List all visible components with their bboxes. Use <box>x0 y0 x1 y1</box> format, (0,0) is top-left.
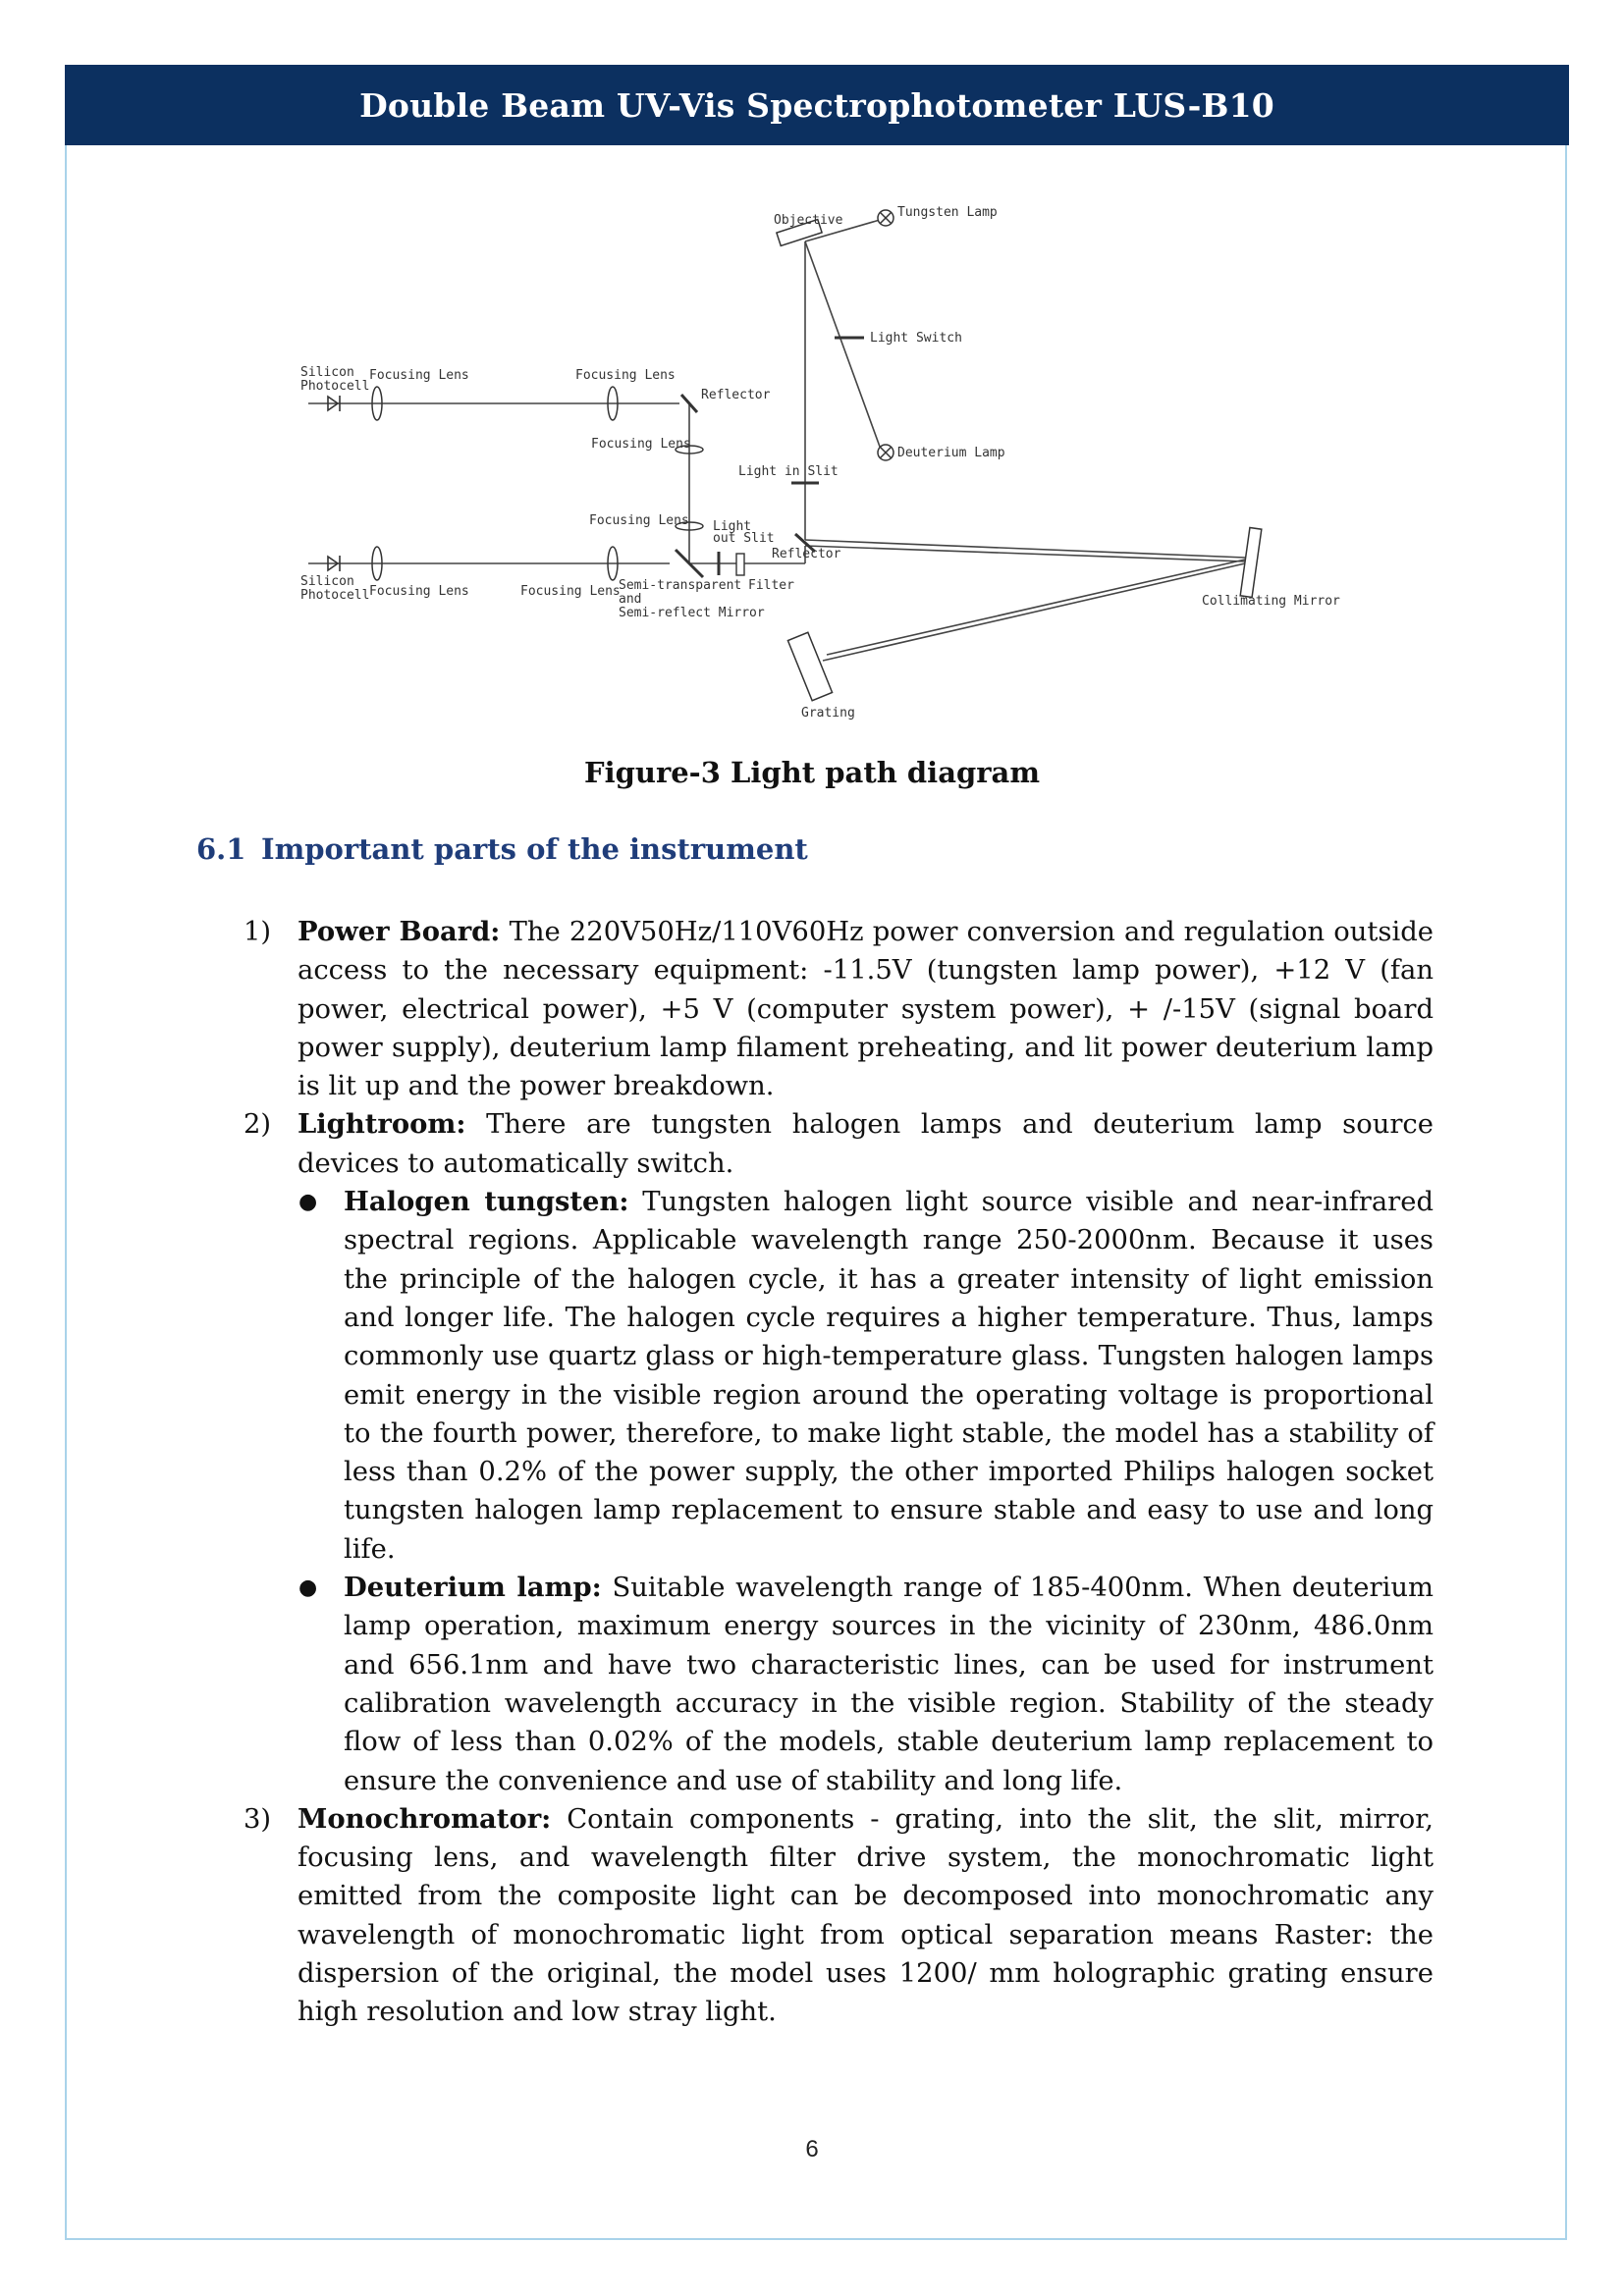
section-title: Important parts of the instrument <box>261 832 808 866</box>
grating-element <box>787 632 832 700</box>
description: The 220V50Hz/110V60Hz power conversion and regulation outside access to the necessary equipment: -11.5V (tungsten lamp power), +12 V (fan power, electrical power), +5 V (computer system power), + /-15V (signal board power supply), deuterium lamp filament preheating, and lit power deuterium lamp is lit up and the power breakdown. <box>298 917 1434 1102</box>
bullet-icon: ● <box>298 1190 318 1215</box>
sub-item-halogen-tungsten <box>244 1183 1434 1569</box>
label-silicon-top: Silicon <box>300 365 354 380</box>
list-item-monochromator <box>244 1800 1434 2032</box>
label-filter: Filter <box>748 578 794 593</box>
section-content <box>244 913 1434 2032</box>
label-light-switch: Light Switch <box>870 331 962 346</box>
label-grating: Grating <box>801 706 855 721</box>
collimating-mirror-element <box>1240 528 1262 598</box>
sub-item-deuterium-lamp <box>244 1569 1434 1800</box>
label-semi-reflect-mirror: Semi-reflect Mirror <box>619 606 765 620</box>
label-focusing-lens-2: Focusing Lens <box>575 368 676 383</box>
label-silicon-bottom: Silicon <box>300 574 354 589</box>
label-out-slit: out Slit <box>713 531 775 546</box>
list-marker: 3) <box>244 1803 272 1835</box>
term: Power Board: <box>298 916 501 947</box>
list-item-power-board <box>244 913 1434 1105</box>
list-marker: 2) <box>244 1109 272 1141</box>
label-focusing-lens-5: Focusing Lens <box>369 584 469 599</box>
term: Monochromator: <box>298 1802 552 1835</box>
deuterium-lamp-icon <box>878 445 893 460</box>
label-objective: Objective <box>774 213 843 228</box>
label-photocell-bottom: Photocell <box>300 588 370 603</box>
label-focusing-lens-3: Focusing Lens <box>591 437 691 452</box>
page-number: 6 <box>805 2136 819 2163</box>
description: Suitable wavelength range of 185-400nm. When deuterium lamp operation, maximum energy sources in the vicinity of 230nm, 486.0nm and 656.1nm and have two characteristic lines, can be used for instrument calibration wavelength accuracy in the visible region. Stability of the steady flow of less than 0.02% of the models, stable deuterium lamp replacement to ensure the convenience and use of stability and long life. <box>344 1573 1434 1796</box>
label-focusing-lens-4: Focusing Lens <box>589 513 689 528</box>
list-marker: 1) <box>244 917 272 947</box>
term: Halogen tungsten: <box>344 1186 629 1218</box>
label-focusing-lens-6: Focusing Lens <box>520 584 621 599</box>
description: Tungsten halogen light source visible and near-infrared spectral regions. Applicable wavelength range 250-2000nm. Because it uses the principle of the halogen cycle, it has a greater intensity of light emission and longer life. The halogen cycle requires a higher temperature. Thus, lamps commonly use quartz glass or high-temperature glass. Tungsten halogen lamps emit energy in the visible region around the operating voltage is proportional to the fourth power, therefore, to make light stable, the model has a stability of less than 0.2% of the power supply, the other imported Philips halogen socket tungsten halogen lamp replacement to ensure stable and easy to use and long life. <box>344 1187 1434 1565</box>
light-path-diagram <box>285 187 1355 736</box>
section-number: 6.1 <box>196 832 246 866</box>
label-reflector-top: Reflector <box>701 388 771 402</box>
label-light: Light <box>713 519 752 534</box>
label-tungsten-lamp: Tungsten Lamp <box>897 205 998 220</box>
list-item-lightroom <box>244 1105 1434 1183</box>
label-and: and <box>619 592 642 607</box>
label-photocell-top: Photocell <box>300 379 370 394</box>
figure-caption: Figure-3 Light path diagram <box>583 756 1041 789</box>
focusing-lens-icon <box>372 387 703 580</box>
label-collimating-mirror: Collimating Mirror <box>1202 594 1340 609</box>
term: Deuterium lamp: <box>344 1572 602 1604</box>
label-light-in-slit: Light in Slit <box>738 464 839 479</box>
label-semi-transparent: Semi-transparent <box>619 578 742 593</box>
document-header <box>65 65 1569 145</box>
section-heading <box>196 832 808 866</box>
description: There are tungsten halogen lamps and deuterium lamp source devices to automatically switch. <box>298 1109 1434 1179</box>
label-reflector-bottom: Reflector <box>772 547 841 561</box>
label-focusing-lens-1: Focusing Lens <box>369 368 469 383</box>
bullet-icon: ● <box>298 1575 318 1601</box>
filter-element <box>736 554 744 575</box>
document-title: Double Beam UV-Vis Spectrophotometer LUS-B10 <box>359 85 1274 125</box>
tungsten-lamp-icon <box>878 210 893 226</box>
label-deuterium-lamp: Deuterium Lamp <box>897 446 1005 460</box>
term: Lightroom: <box>298 1108 466 1141</box>
description: Contain components - grating, into the slit, the slit, mirror, focusing lens, and wavelength filter drive system, the monochromatic light emitted from the composite light can be decomposed into monochromatic any wavelength of monochromatic light from optical separation means Raster: the dispersion of the original, the model uses 1200/ mm holographic grating ensure high resolution and low stray light. <box>298 1803 1434 2028</box>
